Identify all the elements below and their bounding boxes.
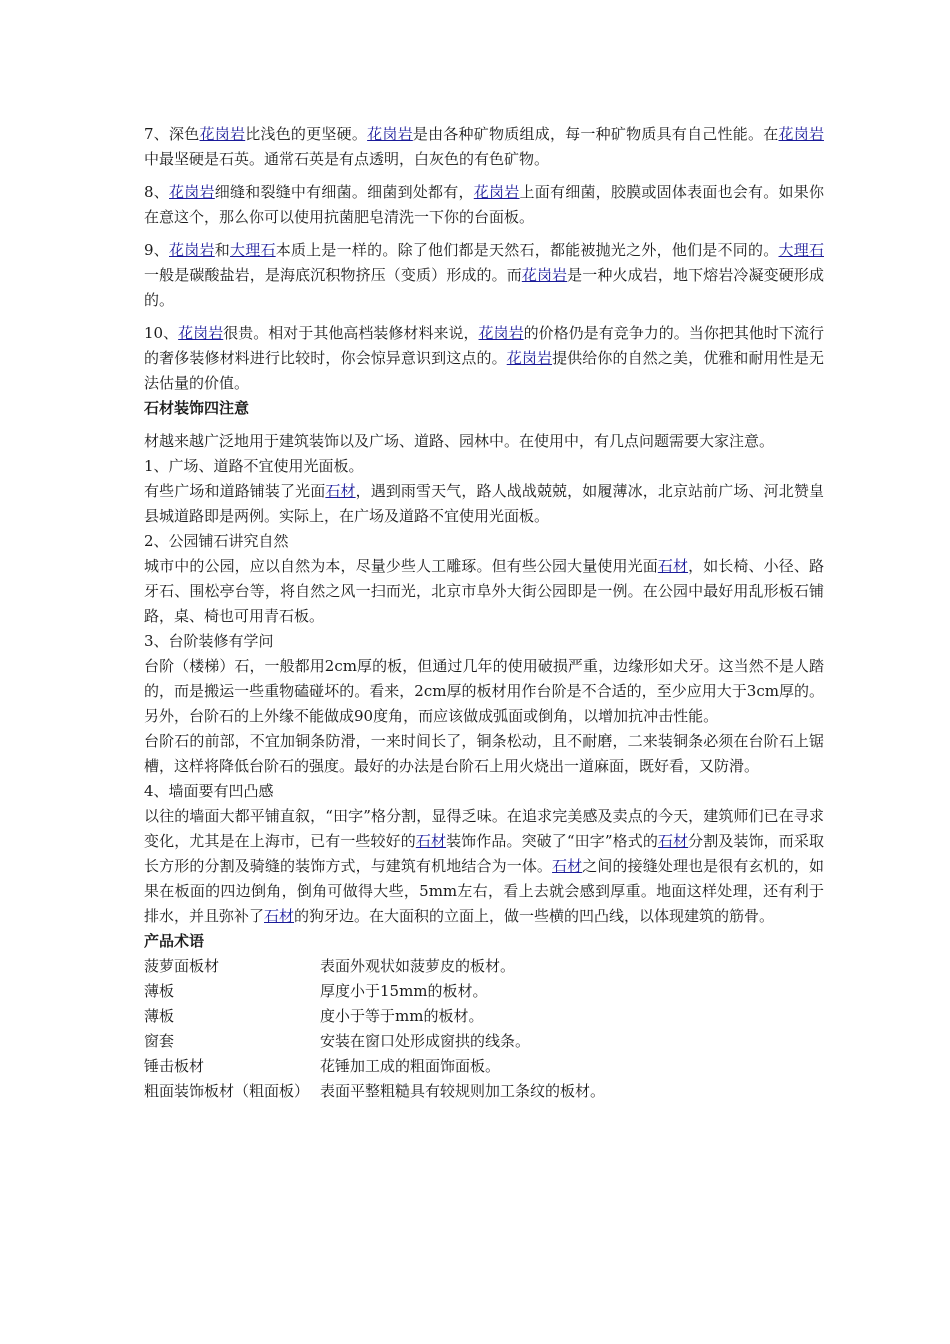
text-run: 本质上是一样的。除了他们都是天然石，都能被抛光之外，他们是不同的。 (275, 241, 779, 259)
term-definition: 表面平整粗糙具有较规则加工条纹的板材。 (320, 1082, 606, 1100)
text-run: 一般是碳酸盐岩，是海底沉积物挤压（变质）形成的。而 (144, 266, 522, 284)
term-row (144, 1004, 824, 1029)
text-run: 以往的墙面大都平铺直叙，“田字”格分割，显得乏味。在追求完美感及卖点的今天，建筑师们已在寻求变化，尤其是在上海市，已有一些较好的 (144, 807, 824, 850)
para-9 (144, 238, 824, 313)
keyword-link[interactable]: 花岗岩 (778, 125, 824, 143)
keyword-link[interactable]: 石材 (657, 832, 689, 850)
term-name: 锤击板材 (144, 1057, 205, 1075)
point-3-title (144, 629, 824, 654)
term-definition: 安装在窗口处形成窗拱的线条。 (320, 1032, 531, 1050)
text-run: 材越来越广泛地用于建筑装饰以及广场、道路、园林中。在使用中，有几点问题需要大家注意。 (144, 432, 775, 450)
intro-para (144, 429, 824, 454)
document-body (144, 122, 824, 1104)
text-run: 4、墙面要有凹凸感 (144, 782, 274, 800)
text-run: 的狗牙边。在大面积的立面上，做一些横的凹凸线，以体现建筑的筋骨。 (294, 907, 775, 925)
keyword-link[interactable]: 花岗岩 (473, 183, 520, 201)
text-run: 比浅色的更坚硬。 (245, 125, 368, 143)
keyword-link[interactable]: 花岗岩 (478, 324, 524, 342)
keyword-link[interactable]: 花岗岩 (521, 266, 568, 284)
text-run: 是由各种矿物质组成，每一种矿物质具有自己性能。在 (412, 125, 779, 143)
text-run: 1、广场、道路不宜使用光面板。 (144, 457, 364, 475)
para-7 (144, 122, 824, 172)
keyword-link[interactable]: 大理石 (778, 241, 824, 259)
keyword-link[interactable]: 石材 (325, 482, 356, 500)
point-3-body-a (144, 654, 824, 729)
term-row (144, 1054, 824, 1079)
text-run: 装饰作品。突破了“田字”格式的 (446, 832, 658, 850)
text-run: 9、 (144, 241, 170, 259)
term-row (144, 1029, 824, 1054)
terms-table (144, 954, 824, 1104)
term-name: 窗套 (144, 1032, 175, 1050)
section-heading-terms (144, 929, 824, 954)
point-2-title (144, 529, 824, 554)
term-name: 菠萝面板材 (144, 957, 220, 975)
point-2-body (144, 554, 824, 629)
keyword-link[interactable]: 石材 (264, 907, 295, 925)
text-run: 上面有细菌，胶膜或固体表面也会有。如果你在意这个，那么你可以使用抗菌肥皂清洗一下你的台面板。 (144, 183, 824, 226)
keyword-link[interactable]: 花岗岩 (169, 183, 215, 201)
term-name: 薄板 (144, 1007, 175, 1025)
text-run: 7、深色 (144, 125, 200, 143)
text-run: 很贵。相对于其他高档装修材料来说， (223, 324, 479, 342)
para-8 (144, 180, 824, 230)
point-4-title (144, 779, 824, 804)
keyword-link[interactable]: 花岗岩 (178, 324, 224, 342)
text-run: 台阶石的前部，不宜加铜条防滑，一来时间长了，铜条松动，且不耐磨，二来装铜条必须在台阶石上锯槽，这样将降低台阶石的强度。最好的办法是台阶石上用火烧出一道麻面，既好看，又防滑。 (144, 732, 824, 775)
article-text (144, 122, 824, 954)
text-run: ，遇到雨雪天气，路人战战兢兢，如履薄冰，北京站前广场、河北赞皇县城道路即是两例。实际上，在广场及道路不宜使用光面板。 (144, 482, 824, 525)
text-run: 10、 (144, 324, 179, 342)
term-definition: 度小于等于mm的板材。 (320, 1007, 484, 1025)
term-name: 薄板 (144, 982, 175, 1000)
text-run: 有些广场和道路铺装了光面 (144, 482, 326, 500)
term-definition: 花锤加工成的粗面饰面板。 (320, 1057, 501, 1075)
keyword-link[interactable]: 石材 (657, 557, 689, 575)
keyword-link[interactable]: 花岗岩 (506, 349, 553, 367)
keyword-link[interactable]: 花岗岩 (367, 125, 413, 143)
text-run: 8、 (144, 183, 170, 201)
term-row (144, 979, 824, 1004)
keyword-link[interactable]: 花岗岩 (199, 125, 246, 143)
keyword-link[interactable]: 石材 (552, 857, 583, 875)
text-run: 的价格仍是有竞争力的。当你把其他时下流行的奢侈装修材料进行比较时，你会惊异意识到这点的。 (144, 324, 824, 367)
text-run: 3、台阶装修有学问 (144, 632, 274, 650)
point-3-body-b (144, 729, 824, 779)
text-run: 是一种火成岩，地下熔岩冷凝变硬形成的。 (144, 266, 824, 309)
para-10 (144, 321, 824, 396)
text-run: 城市中的公园，应以自然为本，尽量少些人工雕琢。但有些公园大量使用光面 (144, 557, 658, 575)
term-name: 粗面装饰板材（粗面板） (144, 1082, 310, 1100)
point-4-body (144, 804, 824, 929)
keyword-link[interactable]: 花岗岩 (169, 241, 215, 259)
text-run: 石材装饰四注意 (144, 399, 250, 417)
text-run: 提供给你的自然之美，优雅和耐用性是无法估量的价值。 (144, 349, 824, 392)
term-definition: 表面外观状如菠萝皮的板材。 (320, 957, 516, 975)
text-run: ，如长椅、小径、路牙石、围松亭台等，将自然之风一扫而光，北京市阜外大街公园即是一例。在公园中最好用乱形板石铺路，桌、椅也可用青石板。 (144, 557, 824, 625)
text-run: 和 (214, 241, 230, 259)
text-run: 中最坚硬是石英。通常石英是有点透明，白灰色的有色矿物。 (144, 150, 550, 168)
text-run: 台阶（楼梯）石，一般都用2cm厚的板，但通过几年的使用破损严重，边缘形如犬牙。这当然不是人踏的，而是搬运一些重物磕碰坏的。看来，2cm厚的板材用作台阶是不合适的，至少应用大于3cm厚的。另外，台阶石的上外缘不能做成90度角，而应该做成弧面或倒角，以增加抗冲击性能。 (144, 657, 824, 725)
keyword-link[interactable]: 大理石 (229, 241, 276, 259)
keyword-link[interactable]: 石材 (415, 832, 447, 850)
term-row (144, 1079, 824, 1104)
text-run: 产品术语 (144, 932, 205, 950)
section-heading-stone-decoration (144, 396, 824, 421)
point-1-title (144, 454, 824, 479)
text-run: 分割及装饰，而采取长方形的分割及骑缝的装饰方式，与建筑有机地结合为一体。 (144, 832, 824, 875)
term-row (144, 954, 824, 979)
term-definition: 厚度小于15mm的板材。 (320, 982, 488, 1000)
text-run: 细缝和裂缝中有细菌。细菌到处都有， (214, 183, 474, 201)
text-run: 2、公园铺石讲究自然 (144, 532, 289, 550)
text-run: 之间的接缝处理也是很有玄机的，如果在板面的四边倒角，倒角可做得大些，5mm左右，看上去就会感到厚重。地面这样处理，还有利于排水，并且弥补了 (144, 857, 824, 925)
point-1-body (144, 479, 824, 529)
